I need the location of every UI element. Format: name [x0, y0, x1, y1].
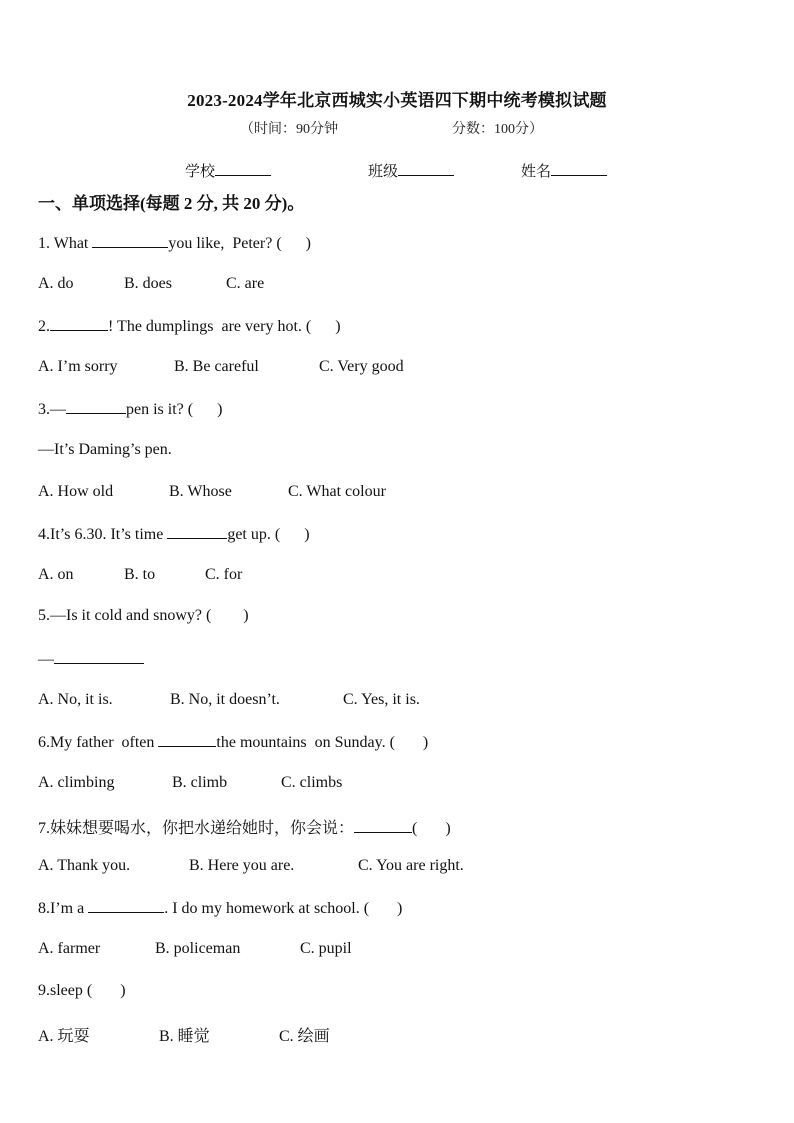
- question-6: [38, 732, 428, 752]
- name-label: 姓名: [521, 164, 552, 180]
- class-label: 班级: [368, 164, 399, 180]
- answer-blank: [167, 524, 227, 539]
- answer-blank: [50, 316, 108, 331]
- option-a: A. climbing: [38, 774, 115, 791]
- question-5: 5.—Is it cold and snowy? ( ): [38, 607, 249, 624]
- option-b: B. Whose: [169, 483, 232, 500]
- option-a: A. do: [38, 275, 74, 292]
- option-a: A. 玩耍: [38, 1028, 90, 1045]
- question-4-stem-end: get up. ( ): [227, 526, 310, 543]
- answer-blank: [92, 233, 168, 248]
- question-8-stem-end: . I do my homework at school. ( ): [164, 900, 403, 917]
- option-c: C. Very good: [319, 358, 404, 375]
- option-b: B. climb: [172, 774, 228, 791]
- question-7-stem-start: 7.妹妹想要喝水，你把水递给她时，你会说：: [38, 820, 355, 837]
- question-3-stem-start: 3.—: [38, 401, 66, 418]
- exam-time: （时间：90分钟: [240, 122, 338, 137]
- option-b: B. to: [124, 566, 156, 583]
- answer-blank: [88, 898, 164, 913]
- option-b: B. Here you are.: [189, 857, 295, 874]
- question-4: [38, 524, 310, 544]
- option-c: C. are: [226, 275, 265, 292]
- option-c: C. for: [205, 566, 243, 583]
- answer-blank: [354, 818, 412, 833]
- answer-blank: [66, 399, 126, 414]
- option-c: C. What colour: [288, 483, 386, 500]
- question-7-stem-end: ( ): [412, 820, 451, 837]
- exam-title: 2023-2024学年北京西城实小英语四下期中统考模拟试题: [187, 91, 607, 110]
- question-3-stem-end: pen is it? ( ): [126, 401, 223, 418]
- school-field: [185, 160, 271, 181]
- school-label: 学校: [185, 164, 216, 180]
- question-1-stem-start: 1. What: [38, 235, 93, 252]
- question-4-stem-start: 4.It’s 6.30. It’s time: [38, 526, 168, 543]
- question-8: [38, 898, 402, 918]
- option-a: A. Thank you.: [38, 857, 131, 874]
- question-1-stem-end: you like, Peter? ( ): [168, 235, 311, 252]
- name-blank: [551, 161, 607, 176]
- school-blank: [215, 161, 271, 176]
- question-6-stem-end: the mountains on Sunday. ( ): [216, 734, 429, 751]
- question-2-stem-end: ! The dumplings are very hot. ( ): [108, 318, 341, 335]
- option-c: C. Yes, it is.: [343, 691, 420, 708]
- option-c: C. You are right.: [358, 857, 464, 874]
- option-a: A. How old: [38, 483, 114, 500]
- question-8-stem-start: 8.I’m a: [38, 900, 89, 917]
- option-a: A. I’m sorry: [38, 358, 118, 375]
- answer-blank: [54, 649, 144, 664]
- option-b: B. Be careful: [174, 358, 259, 375]
- question-2-stem-start: 2.: [38, 318, 50, 335]
- question-5-reply-dash: —: [38, 651, 54, 668]
- option-b: B. 睡觉: [159, 1028, 210, 1045]
- class-field: [368, 160, 454, 181]
- option-b: B. does: [124, 275, 172, 292]
- question-9: 9.sleep ( ): [38, 982, 126, 999]
- option-c: C. pupil: [300, 940, 352, 957]
- option-c: C. 绘画: [279, 1028, 330, 1045]
- question-2: [38, 316, 341, 336]
- class-blank: [398, 161, 454, 176]
- option-b: B. policeman: [155, 940, 241, 957]
- question-6-stem-start: 6.My father often: [38, 734, 159, 751]
- name-field: [521, 160, 607, 181]
- option-c: C. climbs: [281, 774, 343, 791]
- option-b: B. No, it doesn’t.: [170, 691, 280, 708]
- question-3: [38, 399, 222, 419]
- exam-score: 分数：100分）: [452, 122, 543, 137]
- question-5-reply: [38, 649, 144, 669]
- question-3-reply: —It’s Daming’s pen.: [38, 441, 172, 458]
- option-a: A. No, it is.: [38, 691, 113, 708]
- answer-blank: [158, 732, 216, 747]
- question-7: [38, 815, 451, 838]
- question-1: [38, 233, 311, 253]
- option-a: A. on: [38, 566, 74, 583]
- option-a: A. farmer: [38, 940, 101, 957]
- section-title: 一、单项选择(每题 2 分, 共 20 分)。: [38, 194, 305, 213]
